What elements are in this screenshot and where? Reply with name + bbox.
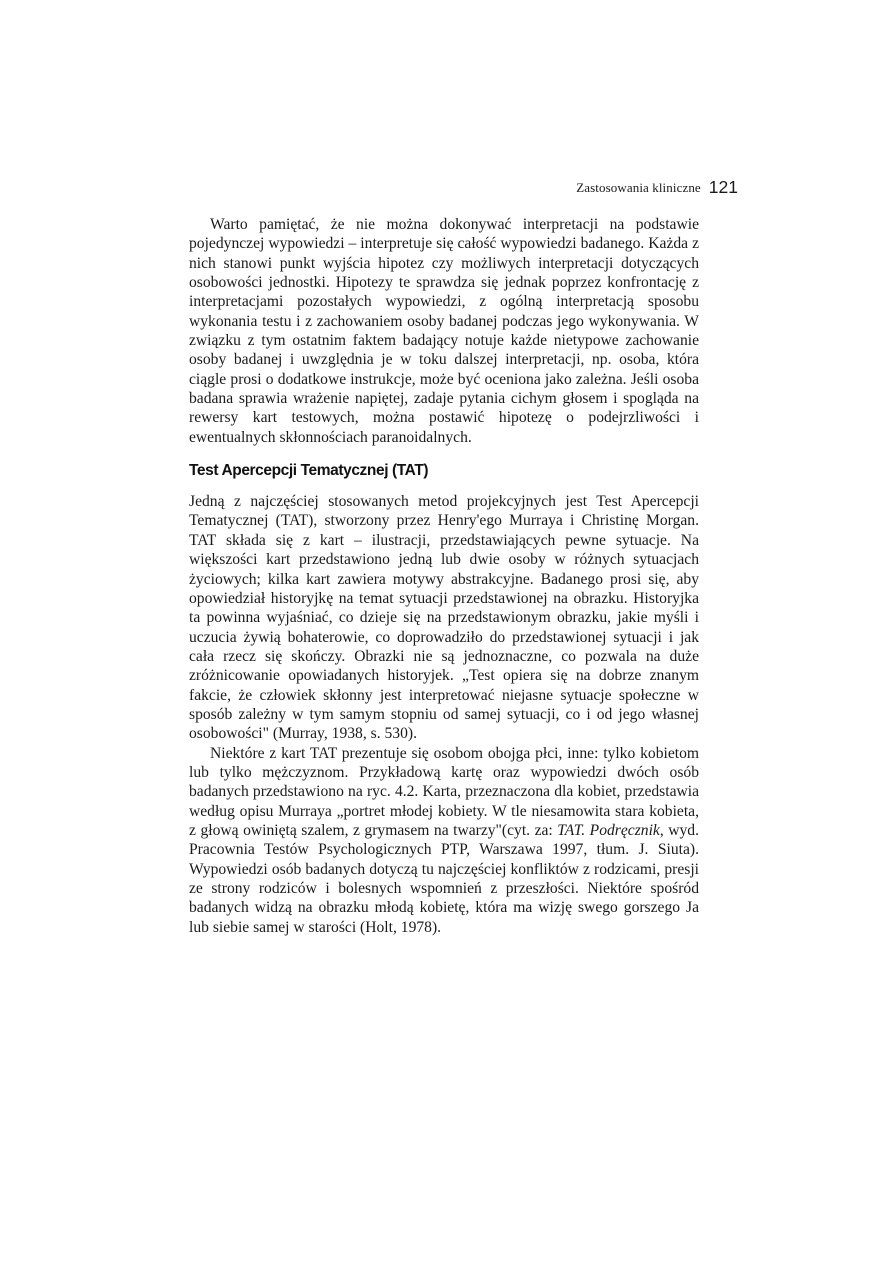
running-header — [500, 175, 738, 199]
section-heading: Test Apercepcji Tematycznej (TAT) — [189, 462, 429, 480]
tat-manual-title: TAT. Podręcznik — [557, 821, 660, 839]
paragraph-tat-description: Jedną z najczęściej stosowanych metod projekcyjnych jest Test Apercepcji Tematycznej (TAT), stworzony przez Henry'ego Murraya i Christinę Morgan. TAT składa się z kart – ilustracji, przedstawiających pewne sytuacje. Na większości kart przedstawiono jedną lub dwie osoby w różnych sytuacjach życiowych; kilka kart zawiera motywy abstrakcyjne. Badanego prosi się, aby opowiedział historyjkę na temat sytuacji przedstawionej na obrazku. Historyjka ta powinna wyjaśniać, co dzieje się na przedstawionym obrazku, jakie myśli i uczucia żywią bohaterowie, co doprowadziło do przedstawionej sytuacji i jak cała rzecz się skończy. Obrazki nie są jednoznaczne, co pozwala na duże zróżnicowanie opowiadanych historyjek. „Test opiera się na dobrze znanym fakcie, że człowiek skłonny jest interpretować niejasne sytuacje społeczne w sposób zależny w tym samym stopniu od samej sytuacji, co i od jego własnej osobowości" (Murray, 1938, s. 530). — [189, 493, 699, 743]
page-number: 121 — [708, 177, 738, 197]
paragraph-interpretation: Warto pamiętać, że nie można dokonywać interpretacji na podstawie pojedynczej wypowiedzi – interpretuje się całość wypowiedzi badanego. Każda z nich stanowi punkt wyjścia hipotez czy możliwych interpretacji dotyczących osobowości jednostki. Hipotezy te sprawdza się jednak poprzez konfrontację z interpretacjami pozostałych wypowiedzi, z ogólną interpretacją sposobu wykonania testu i z zachowaniem osoby badanej podczas jego wykonywania. W związku z tym ostatnim faktem badający notuje każde nietypowe zachowanie osoby badanej i uwzględnia je w toku dalszej interpretacji, np. osoba, która ciągle prosi o dodatkowe instrukcje, może być oceniona jako zależna. Jeśli osoba badana sprawia wrażenie napiętej, zadaje pytania cichym głosem i spogląda na rewersy kart testowych, można postawić hipotezę o podejrzliwości i ewentualnych skłonnościach paranoidalnych. — [189, 216, 699, 446]
paragraph-tat-cards-part-2: , wyd. Pracownia Testów Psychologicznych PTP, Warszawa 1997, tłum. J. Siuta). Wypowiedzi osób badanych dotyczą tu najczęściej konfliktów z rodzicami, presji ze strony rodziców i bolesnych wspomnień z przeszłości. Niektóre spośród badanych widzą na obrazku młodą kobietę, która ma wizję swego gorszego Ja lub siebie samej w starości (Holt, 1978). — [189, 821, 699, 936]
running-header-section-title: Zastosowania kliniczne — [576, 180, 701, 195]
paragraph-tat-cards-part-1: Niektóre z kart TAT prezentuje się osobom obojga płci, inne: tylko kobietom lub tylko mężczyznom. Przykładową kartę oraz wypowiedzi dwóch osób badanych przedstawiono na ryc. 4.2. Karta, przeznaczona dla kobiet, przedstawia według opisu Murraya „portret młodej kobiety. W tle niesamowita stara kobieta, z głową owiniętą szalem, z grymasem na twarzy"(cyt. za: — [189, 744, 699, 839]
paragraph-tat-cards — [189, 744, 699, 937]
text-column — [189, 215, 699, 937]
